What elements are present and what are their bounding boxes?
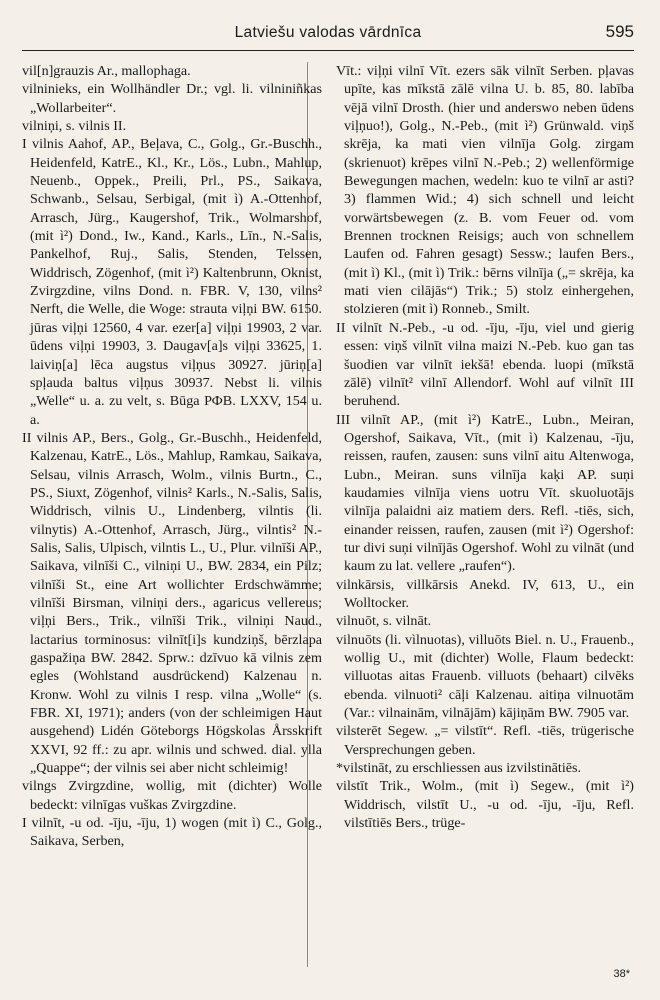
entry-vilstit: vilstīt Trik., Wolm., (mit ì) Segew., (mit ì²) Widdrisch, vilstīt U., -u od. -īju, -īju, Refl. vilstītiēs Bers., trüge-: [336, 778, 634, 832]
right-column: [336, 62, 634, 832]
entry-vilnit-2: II vilnīt N.-Peb., -u od. -īju, -īju, viel und gierig essen: viņš vilnīt vilna maizi N.-Peb. kuo gan tas šuodien var vilnīt iekšā! ebenda. luopi (mīkstā zālē) vilnīt² vilnī Allendorf. Wohl auf vilnīt III beruhend.: [336, 319, 634, 410]
entry-vilnini: vilniņi, s. vilnis II.: [22, 118, 127, 135]
entry-vilngrauzis: vil[n]grauzis Ar., mallophaga.: [22, 63, 191, 79]
entry-vilnkarsis: vilnkārsis, villkārsis Anekd. IV, 613, U., ein Wolltocker.: [336, 576, 634, 611]
left-column: [22, 62, 322, 851]
entry-vilnit-1-start: I vilnīt, -u od. -īju, -īju, 1) wogen (mit ì) C., Golg., Saikava, Serben,: [22, 815, 322, 850]
entry-vilnis-1: I vilnis Aahof, AP., Beļava, C., Golg., Gr.-Buschh., Heidenfeld, KatrE., Kl., Kr., Lös., Lubn., Mahlup, Neuenb., Oppek., Preili, Prl., PS., Saikava, Schwanb., Selsau, Serbigal, (mit ì) A.-Ottenhof, Arrasch, Jürg., Kaugershof, Trik., Wolmarshof, (mit ì²) Dond., Iw., Kand., Karls., Līn., N.-Salis, Pankelhof, Ruj., Salis, Stenden, Telssen, Widdrisch, Zögenhof, (mit ì²) Kaltenbrunn, Oknist, Zvirgzdine, vilns Dond. n. FBR. V, 130, vilns² Nerft, die Welle, die Woge: strauta viļņi BW. 6150. jūras viļņi 12560, 4 var. ezer[a] viļņi 19903, 2 var. ūdens viļņi 19903, 3. Daugav[a]s viļņi 33625, 1. laiviņ[a] lēca augstus viļņus 30927. jūriņ[a] spļauda baltus viļņus 30937. Nebst li. vilnis „Welle“ u. a. zu velt, s. Būga РФВ. LXXV, 154 u. a.: [22, 136, 322, 428]
header-title: Latviešu valodas vārdnīca: [234, 24, 422, 41]
running-header: [22, 22, 634, 51]
entry-vilninieks: vilninieks, ein Wollhändler Dr.; vgl. li. vilniniñkas „Wollarbeiter“.: [22, 81, 322, 116]
page-number: 595: [605, 22, 634, 41]
text-columns: [22, 62, 634, 967]
entry-vilnis-2: II vilnis AP., Bers., Golg., Gr.-Buschh., Heidenfeld, Kalzenau, KatrE., Lös., Mahlup, Ramkau, Saikava, Selsau, vilnis Arrasch, Wolm., vilnis Burtn., C., PS., Siuxt, Zögenhof, vilnis² Karls., N.-Salis, Salis, Widdrisch, vilnis U., Lindenberg, vilntis (li. vilnytis) A.-Ottenhof, Arrasch, Jürg., vilntis² N.-Salis, Salis, Ulpisch, vilntis L., U., Plur. vilnīši AP., Saikava, vilnīši C., vilniņi U., BW. 2834, ein Pilz; vilnīši St., eine Art wollichter Erdschwämme; vilnīši Birsman, vilniņi ders., agaricus vellereus; viļņi Bers., Trik., vilnīši Trik., vilniņi Naud., lactarius torminosus: vilnīt[i]s kundziņš, bērzlapa gaspažiņa BW. 2842. Sprw.: dzīvuo kā vilnis zem egles (Wohlstand ausdrückend) Kalzenau n. Kronw. Wohl zu vilnis I resp. vilna „Wolle“ (s. FBR. XI, 1971); anders (von der schleimigen Haut ausgehend) Lidén Göteborgs Högskolas Årsskrift XXVI, 92 ff.: zu apr. wilnis und schwed. dial. ylla „Quappe“; der vilnis sei aber nicht schleimig!: [22, 429, 322, 777]
entry-vilsteret: vilsterēt Segew. „= vilstīt“. Refl. -tiēs, trügerische Versprechungen geben.: [336, 723, 634, 758]
entry-vilnit-3: III vilnīt AP., (mit ì²) KatrE., Lubn., Meiran, Ogershof, Saikava, Vīt., (mit ì) Kalzenau, -īju, reissen, raufen, zausen: suns vilnī aitu Altenwoga, Lubn., Meiran. suns vilnīja kaķi AP. suņi kaudamies vilnīja viens uotru Vīt. skuoluotājs vilnīja palaidni aiz matiem ders. Refl. -tiēs, sich, einander reissen, raufen, zausen (mit ì²) Ogershof: tur divi suņi vilnījās Ogershof. Wohl zu vilnāt (und kaum zu lat. vellere „raufen“).: [336, 411, 634, 575]
entry-vilstinat: *vilstināt, zu erschliessen aus izvilstinātiēs.: [336, 760, 582, 777]
entry-vilnigs: vilngs Zvirgzdine, wollig, mit (dichter) Wolle bedeckt: vilnīgas vuškas Zvirgzdine.: [22, 778, 322, 813]
entry-vilnuot: vilnuōt, s. vilnāt.: [336, 613, 432, 630]
signature-mark: 38*: [613, 968, 630, 980]
entry-vilnit-1-cont: Vīt.: viļņi vilnī Vīt. ezers sāk vilnīt Serben. pļavas upīte, kas mīkstā zālē vilna U. b. 85, 80. labība vējā vilnī Drosth. (hier und anderswo neben ūdens viļņuo!), Golg., N.-Peb., (mit ì²) Grünwald. viņš skrēja, ka mati vien vilnīja Golg. zirgam (skrienuot) krēpes vilnī N.-Peb.; 2) wellenförmige Bewegungen machen, wedeln: kuo te vilnī ar asti? 3) flammen Wid.; 4) sich schnell und leicht vorwärtsbewegen (z. B. vom Feuer od. vom Brennen trocknen Reisigs; auch von schnellem Laufen od. Fahren gesagt) Sessw.; laufen Bers., (mit ì) Kl., (mit ì) Trik.: bērns vilnīja („= skrēja, ka mati vien cilājās“) Trik.; 5) stolz einhergehen, stolzieren (mit ì) Ronneb., Smilt.: [336, 63, 634, 318]
entry-vilnuots: vilnuōts (li. vìlnuotas), villuōts Biel. n. U., Frauenb., wollig U., mit (dichter) Wolle, Flaum bedeckt: villuotas aitas Frauenb. villuots (behaart) cilvēks ebenda. vilnuoti² cāļi Kalzenau. aitiņa vilnuotām (Var.: vilnainām, vilnājām) kājiņām BW. 7905 var.: [336, 631, 634, 722]
